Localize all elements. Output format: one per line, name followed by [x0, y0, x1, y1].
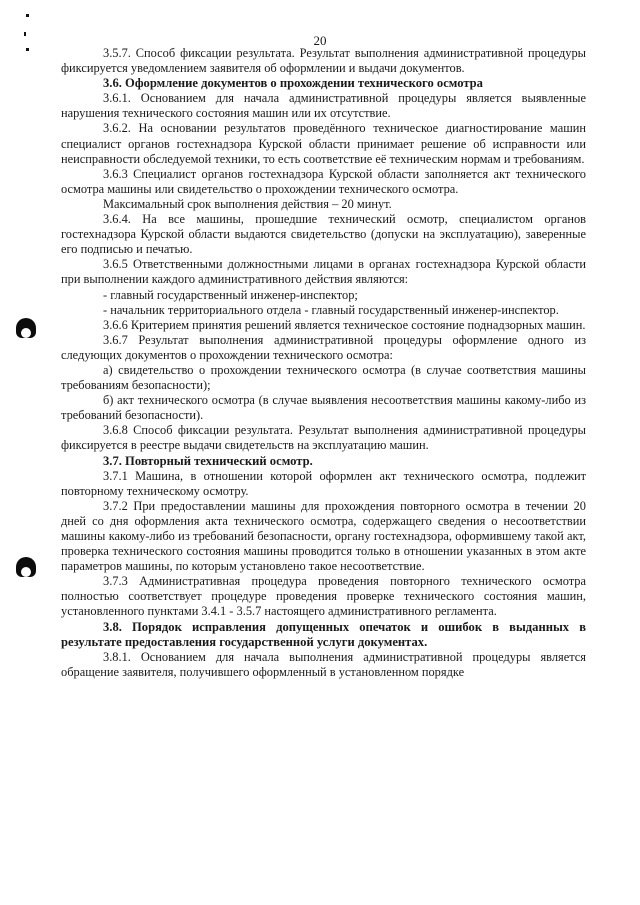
paragraph: 3.6.2. На основании результатов проведённого техническое диагностирование машин специалист органов гостехнадзора Курской области принимает решение об исправности или неисправности обследуемой техники, то есть соответствие её техническим нормам и требованиям. — [61, 121, 586, 166]
paragraph: 3.6.8 Способ фиксации результата. Результат выполнения административной процедуры фиксируется в реестре выдачи свидетельств на эксплуатацию машин. — [61, 423, 586, 453]
paragraph: 3.6.1. Основанием для начала административной процедуры является выявленные нарушения технического состояния машин или их отсутствие. — [61, 91, 586, 121]
list-item: - главный государственный инженер-инспектор; — [103, 287, 358, 302]
punch-hole-upper — [16, 318, 36, 338]
paragraph: 3.6.7 Результат выполнения административной процедуры оформление одного из следующих документов о прохождении технического осмотра: — [61, 332, 586, 362]
section-heading: 3.8. Порядок исправления допущенных опечаток и ошибок в выданных в результате предоставления государственной услуги документах. — [61, 619, 586, 649]
paragraph: 3.6.5 Ответственными должностными лицами в органах гостехнадзора Курской области при выполнении каждого административного действия являются: — [61, 257, 586, 287]
paragraph: 3.6.3 Специалист органов гостехнадзора Курской области заполняется акт технического осмотра машины или свидетельство о прохождении технического осмотра. — [61, 166, 586, 196]
paragraph: 3.8.1. Основанием для начала выполнения административной процедуры является обращение заявителя, получившего оформленный в установленном порядке — [61, 649, 586, 679]
list-item: б) акт технического осмотра (в случае выявления несоответствия машины какому-либо из требований безопасности). — [61, 393, 586, 423]
paragraph: 3.7.3 Административная процедура проведения повторного технического осмотра полностью соответствует процедуре проведения проверке технического состояния машин, установленного пунктами 3.4.1 - 3.5.7 настоящего административного регламента. — [61, 574, 586, 619]
document-body — [61, 46, 586, 680]
paragraph: 3.7.2 При предоставлении машины для прохождения повторного осмотра в течении 20 дней со дня оформления акта технического осмотра, содержащего сведения о несоответствии машины какому-либо из требований безопасности, органу гостехнадзора, оформившему такой акт, проверка технического состояния машины проводится только в отношении указанных в этом акте параметров машины, по которым установлено такое несоответствие. — [61, 498, 586, 574]
list-item: а) свидетельство о прохождении технического осмотра (в случае соответствия машины требованиям безопасности); — [61, 362, 586, 393]
scan-mark-top — [26, 14, 29, 17]
punch-hole-lower — [16, 557, 36, 577]
section-heading: 3.6. Оформление документов о прохождении технического осмотра — [103, 76, 483, 91]
list-item: - начальник территориального отдела - главный государственный инженер-инспектор. — [103, 302, 559, 317]
paragraph: 3.5.7. Способ фиксации результата. Результат выполнения административной процедуры фиксируется уведомлением заявителя об оформлении и выдачи документов. — [61, 46, 586, 76]
paragraph: 3.7.1 Машина, в отношении которой оформлен акт технического осмотра, подлежит повторному техническому осмотру. — [61, 468, 586, 498]
paragraph: Максимальный срок выполнения действия – 20 минут. — [103, 196, 392, 211]
paragraph: 3.6.4. На все машины, прошедшие технический осмотр, специалистом органов гостехнадзора Курской области выдаются свидетельство (допуски на эксплуатацию), заверенные его подписью и печатью. — [61, 212, 586, 257]
paragraph: 3.6.6 Критерием принятия решений является техническое состояние поднадзорных машин. — [103, 317, 586, 332]
section-heading: 3.7. Повторный технический осмотр. — [103, 453, 313, 468]
page-number: 20 — [313, 33, 327, 48]
